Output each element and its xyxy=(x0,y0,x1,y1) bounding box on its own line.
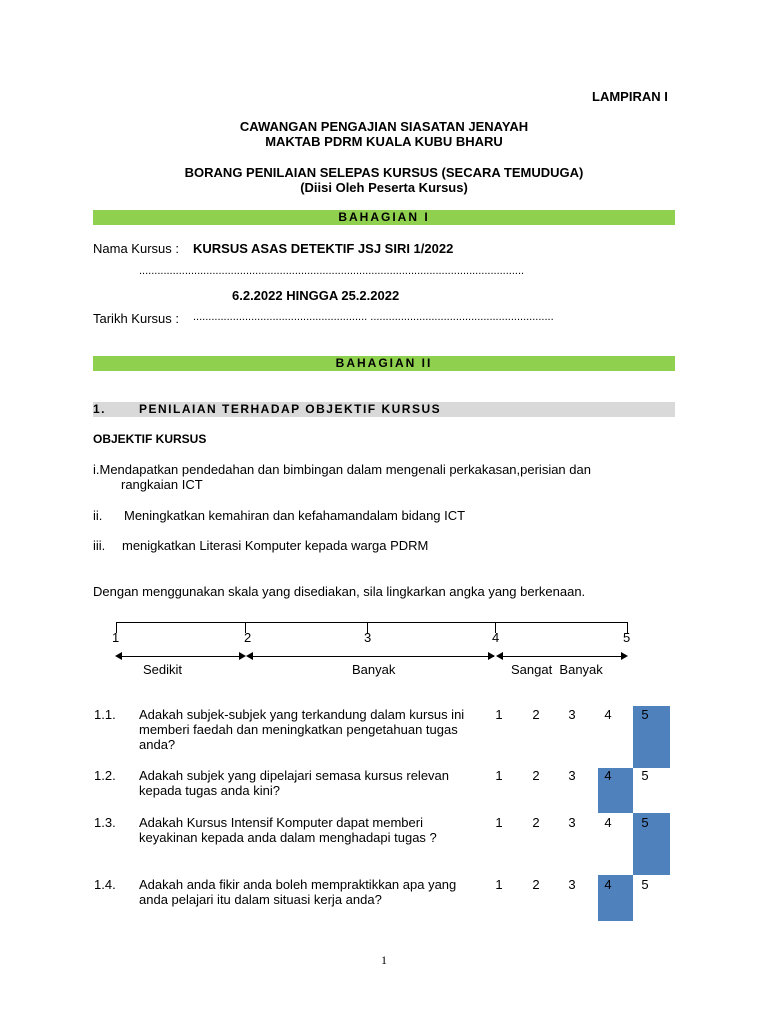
option-2[interactable]: 2 xyxy=(532,768,540,783)
question-number: 1.3. xyxy=(94,815,116,830)
arrow-right-icon xyxy=(239,652,246,660)
lampiran-label: LAMPIRAN I xyxy=(592,89,668,104)
objective-1-cont: rangkaian ICT xyxy=(121,477,203,492)
arrow-right-icon xyxy=(621,652,628,660)
header-line-2: MAKTAB PDRM KUALA KUBU BHARU xyxy=(265,134,503,149)
option-4[interactable]: 4 xyxy=(604,877,612,892)
objective-2: Meningkatkan kemahiran dan kefahamandalam bidang ICT xyxy=(124,508,466,523)
question-number: 1.4. xyxy=(94,877,116,892)
option-3[interactable]: 3 xyxy=(568,768,576,783)
option-4[interactable]: 4 xyxy=(604,707,612,722)
question-number: 1.1. xyxy=(94,707,116,722)
objective-3: menigkatkan Literasi Komputer kepada warga PDRM xyxy=(122,538,429,553)
objektif-heading: OBJEKTIF KURSUS xyxy=(93,432,207,446)
tarikh-kursus-value: 6.2.2022 HINGGA 25.2.2022 xyxy=(232,288,400,303)
option-1[interactable]: 1 xyxy=(495,768,503,783)
bahagian-1-bar: BAHAGIAN I xyxy=(93,210,675,225)
scale-number-5: 5 xyxy=(623,630,631,645)
objective-3-num: iii. xyxy=(93,538,106,553)
arrow-left-icon xyxy=(115,652,122,660)
header-line-1: CAWANGAN PENGAJIAN SIASATAN JENAYAH xyxy=(239,119,529,134)
question-text: Adakah subjek-subjek yang terkandung dalam kursus ini memberi faedah dan meningkatkan pengetahuan tugas anda? xyxy=(139,707,465,752)
option-4[interactable]: 4 xyxy=(604,768,612,783)
form-title: BORANG PENILAIAN SELEPAS KURSUS (SECARA TEMUDUGA) xyxy=(184,165,584,180)
scale-instruction: Dengan menggunakan skala yang disediakan, sila lingkarkan angka yang berkenaan. xyxy=(93,584,586,599)
arrow-sedikit xyxy=(118,656,244,657)
scale-label-sangat-banyak: Sangat Banyak xyxy=(511,662,603,677)
option-2[interactable]: 2 xyxy=(532,707,540,722)
option-5[interactable]: 5 xyxy=(641,768,649,783)
scale-number-1: 1 xyxy=(112,630,120,645)
option-3[interactable]: 3 xyxy=(568,815,576,830)
tarikh-kursus-label: Tarikh Kursus : xyxy=(93,311,179,326)
option-2[interactable]: 2 xyxy=(532,877,540,892)
section-1-title: PENILAIAN TERHADAP OBJEKTIF KURSUS xyxy=(139,402,442,416)
scale-number-4: 4 xyxy=(492,630,500,645)
option-3[interactable]: 3 xyxy=(568,707,576,722)
option-5[interactable]: 5 xyxy=(641,707,649,722)
nama-kursus-label: Nama Kursus : xyxy=(93,241,179,256)
question-text: Adakah subjek yang dipelajari semasa kursus relevan kepada tugas anda kini? xyxy=(139,768,450,798)
option-4[interactable]: 4 xyxy=(604,815,612,830)
scale-number-2: 2 xyxy=(244,630,252,645)
page-number: 1 xyxy=(381,953,387,967)
question-text: Adakah Kursus Intensif Komputer dapat memberi keyakinan kepada anda dalam menghadapi tugas ? xyxy=(139,815,437,845)
arrow-left-icon xyxy=(496,652,503,660)
option-1[interactable]: 1 xyxy=(495,815,503,830)
option-5[interactable]: 5 xyxy=(641,815,649,830)
scale-number-3: 3 xyxy=(364,630,372,645)
option-5[interactable]: 5 xyxy=(641,877,649,892)
option-3[interactable]: 3 xyxy=(568,877,576,892)
question-text: Adakah anda fikir anda boleh mempraktikkan apa yang anda pelajari itu dalam situasi kerja anda? xyxy=(139,877,457,907)
section-1-number: 1. xyxy=(93,402,107,416)
scale-line xyxy=(116,622,628,623)
form-subtitle: (Diisi Oleh Peserta Kursus) xyxy=(300,180,468,195)
option-2[interactable]: 2 xyxy=(532,815,540,830)
option-1[interactable]: 1 xyxy=(495,877,503,892)
scale-label-banyak: Banyak xyxy=(352,662,396,677)
objective-1: i.Mendapatkan pendedahan dan bimbingan dalam mengenali perkakasan,perisian dan xyxy=(93,462,591,477)
bahagian-2-bar: BAHAGIAN II xyxy=(93,356,675,371)
objective-2-num: ii. xyxy=(93,508,103,523)
arrow-banyak xyxy=(248,656,494,657)
nama-kursus-dots: .............................................................................................................................. xyxy=(139,265,525,277)
arrow-right-icon xyxy=(488,652,495,660)
arrow-left-icon xyxy=(246,652,253,660)
question-number: 1.2. xyxy=(94,768,116,783)
arrow-sangat-banyak xyxy=(499,656,625,657)
option-1[interactable]: 1 xyxy=(495,707,503,722)
section-1-bar xyxy=(93,402,675,417)
nama-kursus-value: KURSUS ASAS DETEKTIF JSJ SIRI 1/2022 xyxy=(193,241,454,256)
tarikh-kursus-dots: ......................................................... ............................................................ xyxy=(193,311,554,323)
scale-label-sedikit: Sedikit xyxy=(143,662,183,677)
